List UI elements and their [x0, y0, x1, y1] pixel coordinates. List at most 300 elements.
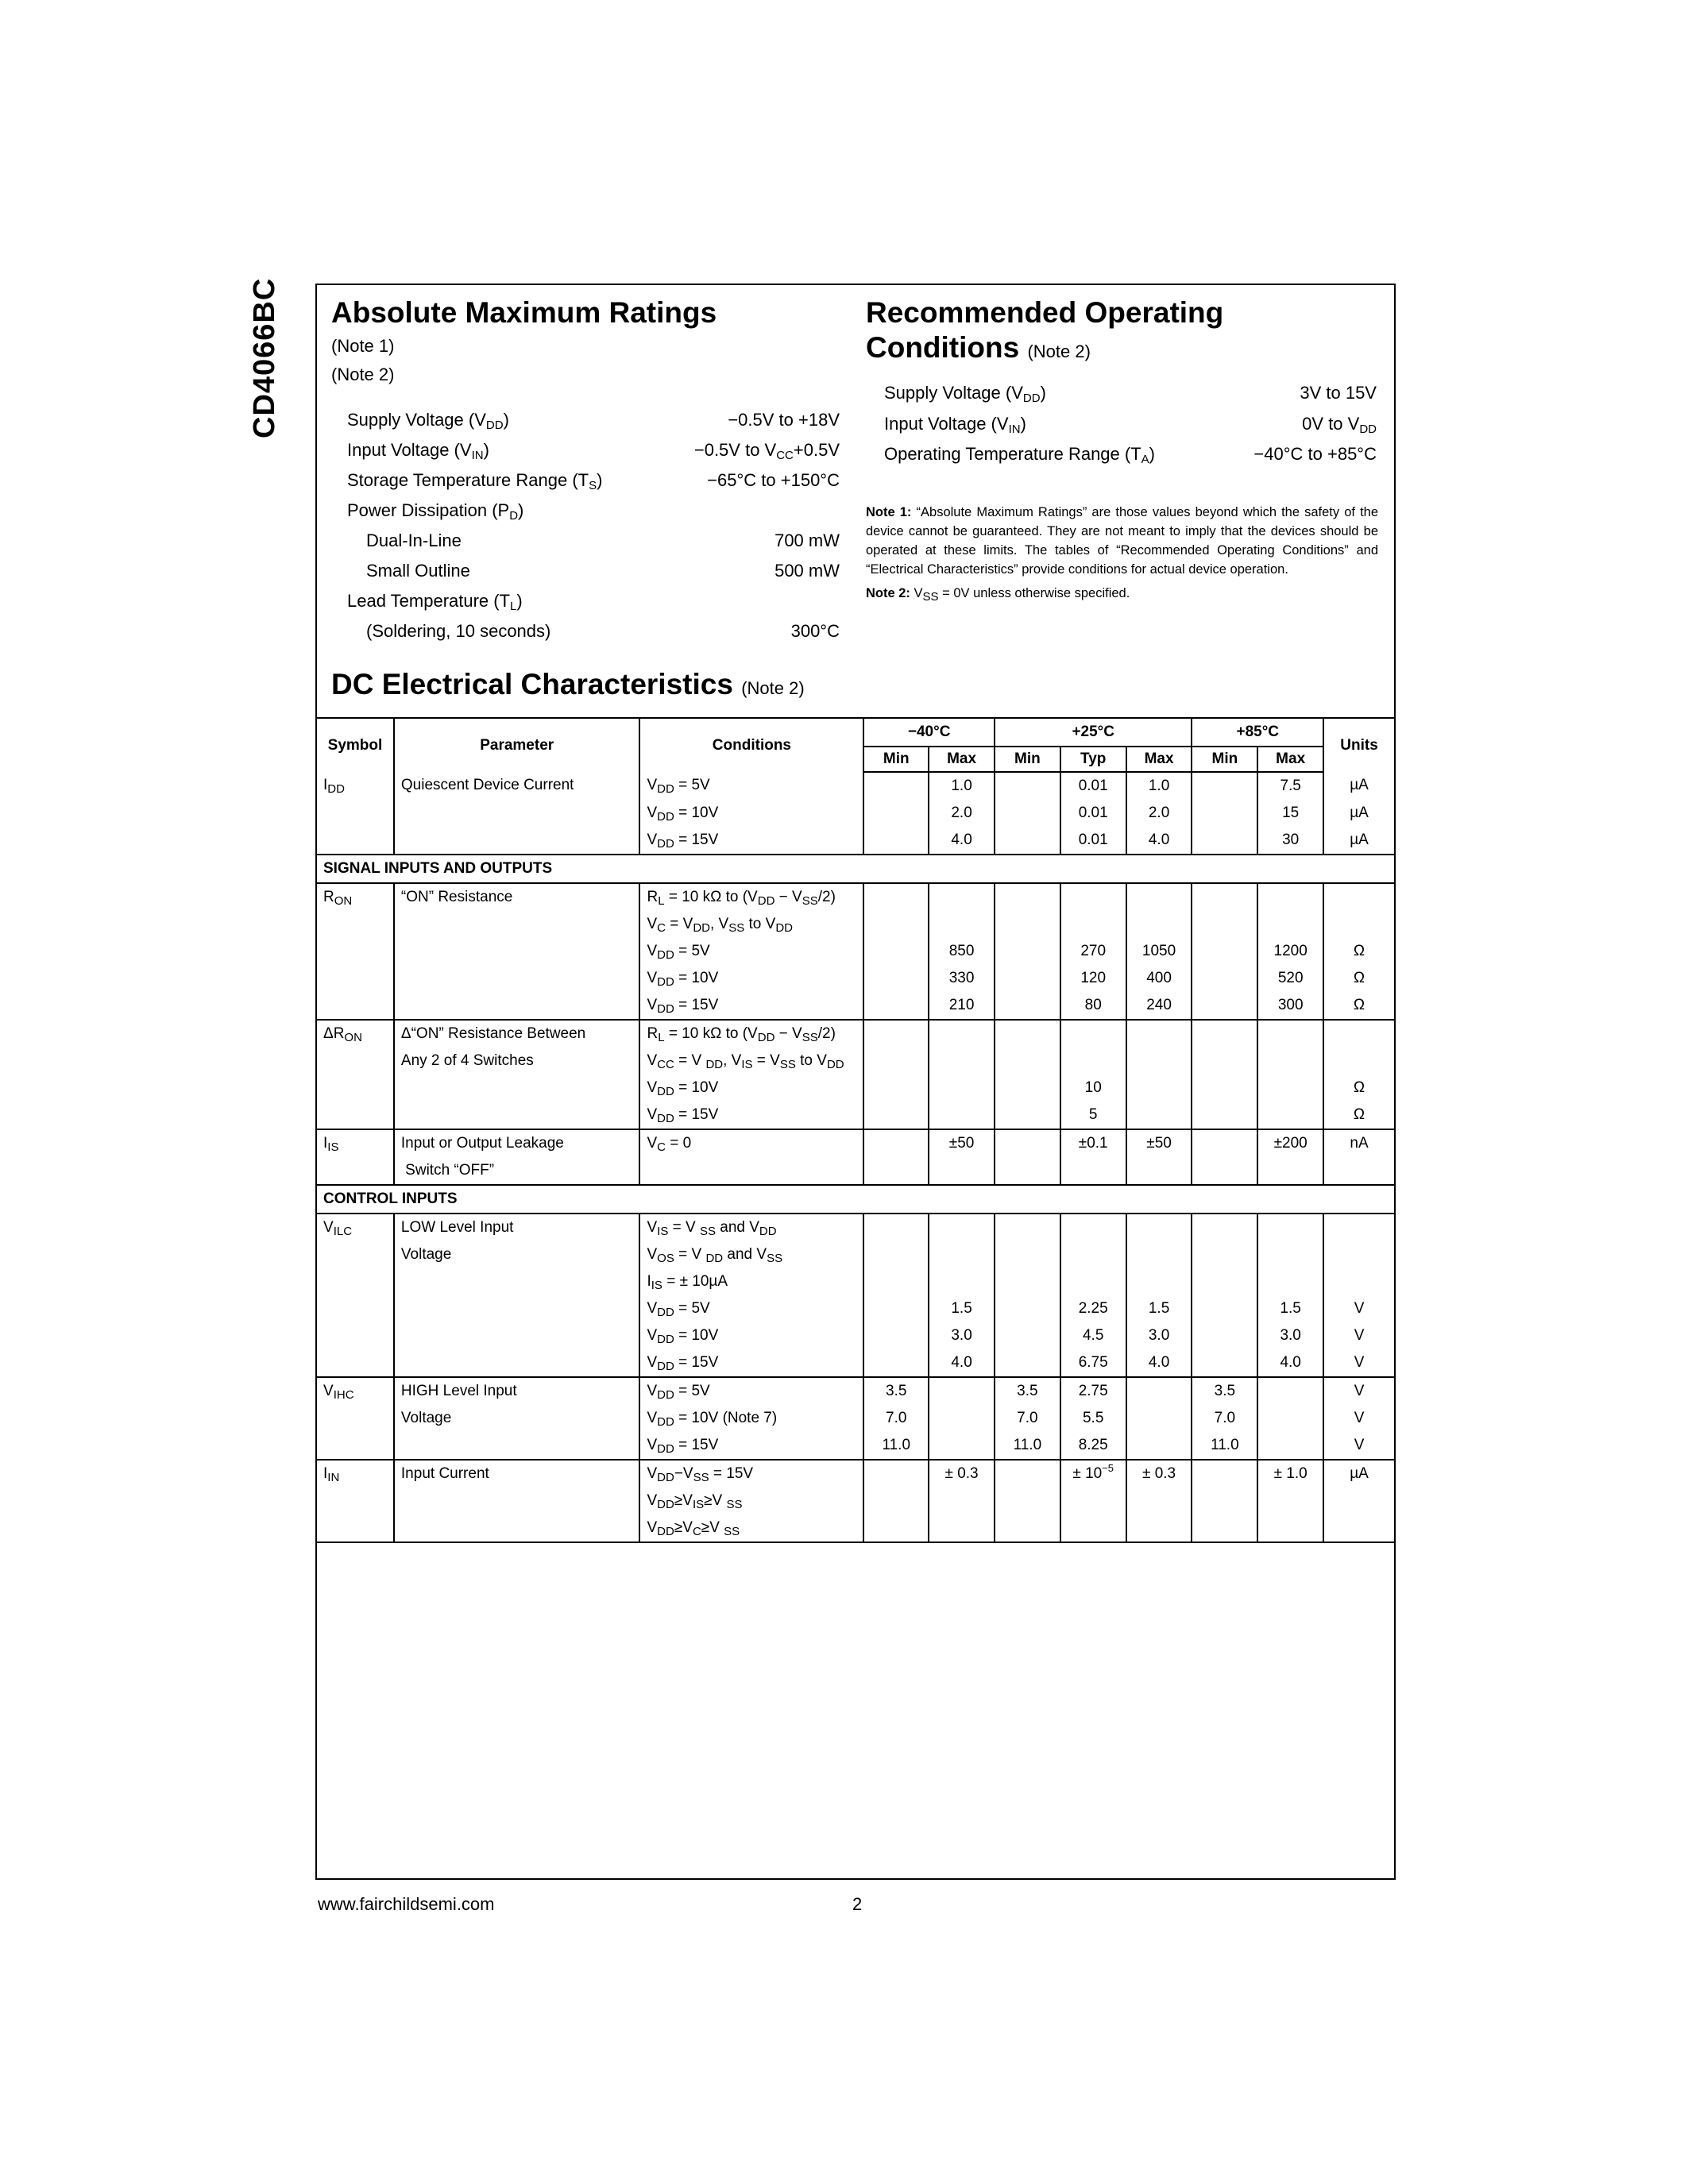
table-cell: 4.0	[1126, 1349, 1192, 1377]
amr-label: Supply Voltage $(V_{DD})$	[347, 410, 509, 432]
header-temp-25: +25°C	[995, 718, 1192, 747]
table-cell	[1060, 1515, 1126, 1542]
dc-note: (Note 2)	[741, 678, 805, 698]
table-cell	[394, 1102, 640, 1129]
table-cell: $R_L = 10$ kΩ to $(V_{DD} - V_{SS}/2)$	[639, 1020, 863, 1048]
table-cell: 11.0	[863, 1432, 929, 1460]
table-cell: $V_{DD} = 15V$	[639, 1349, 863, 1377]
table-row	[316, 1157, 1395, 1185]
table-cell	[316, 911, 394, 938]
table-cell: $V_{DD} = 10V$	[639, 965, 863, 992]
table-cell: 120	[1060, 965, 1126, 992]
table-cell	[316, 1157, 394, 1185]
table-cell	[863, 1460, 929, 1488]
table-cell	[1192, 1157, 1257, 1185]
table-cell	[1192, 772, 1257, 800]
table-cell: ±50	[929, 1129, 995, 1157]
table-cell: $V_{DD} = 15V$	[639, 1102, 863, 1129]
amr-label: Small Outline	[366, 561, 470, 581]
table-cell	[394, 992, 640, 1020]
table-cell: Quiescent Device Current	[394, 772, 640, 800]
table-cell	[394, 1432, 640, 1460]
table-cell: $I_{IS}$ = ± 10µA	[639, 1268, 863, 1295]
table-cell	[929, 1157, 995, 1185]
header-temp-minus40: −40°C	[863, 718, 995, 747]
table-cell: Δ“ON” Resistance Between	[394, 1020, 640, 1048]
table-cell	[1126, 1157, 1192, 1185]
table-cell: $V_{DD} = 5V$	[639, 1295, 863, 1322]
header-symbol: Symbol	[316, 718, 394, 772]
amr-note1: (Note 1)	[331, 336, 395, 356]
table-cell	[929, 1268, 995, 1295]
table-cell	[1126, 1241, 1192, 1268]
table-cell	[863, 911, 929, 938]
table-row	[316, 800, 1395, 827]
table-cell: 8.25	[1060, 1432, 1126, 1460]
table-cell: 240	[1126, 992, 1192, 1020]
table-row	[316, 1214, 1395, 1241]
table-row	[316, 1349, 1395, 1377]
table-cell: 3.5	[863, 1377, 929, 1405]
table-cell	[394, 1075, 640, 1102]
table-cell	[1192, 1020, 1257, 1048]
roc-label: Supply Voltage $(V_{DD})$	[884, 383, 1046, 405]
table-cell: $V_{IHC}$	[316, 1377, 394, 1405]
table-cell: ± 0.3	[1126, 1460, 1192, 1488]
table-cell: Switch “OFF”	[394, 1157, 640, 1185]
table-row	[316, 1129, 1395, 1157]
table-cell	[863, 1268, 929, 1295]
table-cell: 2.25	[1060, 1295, 1126, 1322]
table-cell: $V_{DD} = 5V$	[639, 772, 863, 800]
amr-label: Dual-In-Line	[366, 531, 462, 550]
table-cell: $V_{DD}\ge V_{IS}\ge V$ $_{SS}$	[639, 1488, 863, 1515]
table-cell: Input Current	[394, 1460, 640, 1488]
table-cell	[863, 1214, 929, 1241]
table-cell: $R_L = 10$ kΩ to $(V_{DD} - V_{SS}/2)$	[639, 883, 863, 911]
table-row	[316, 1020, 1395, 1048]
table-cell	[394, 1349, 640, 1377]
table-cell: $V_{CC} = V$ $_{DD}$, $V_{IS} = V_{SS}$ to $V_{DD}$	[639, 1048, 863, 1075]
table-cell	[1060, 883, 1126, 911]
table-cell	[316, 1405, 394, 1432]
table-cell	[394, 1268, 640, 1295]
table-cell	[394, 800, 640, 827]
table-row	[316, 772, 1395, 800]
table-cell	[316, 1349, 394, 1377]
table-cell	[1257, 1377, 1323, 1405]
table-cell: µA	[1323, 800, 1395, 827]
table-cell: 0.01	[1060, 772, 1126, 800]
table-row	[316, 1295, 1395, 1322]
table-cell: $I_{IN}$	[316, 1460, 394, 1488]
table-cell: 300	[1257, 992, 1323, 1020]
table-cell	[1192, 1048, 1257, 1075]
table-cell	[995, 1020, 1060, 1048]
table-cell	[1257, 1020, 1323, 1048]
table-cell: $V_{DD} = 5V$	[639, 938, 863, 965]
table-cell	[1126, 1432, 1192, 1460]
table-cell	[394, 938, 640, 965]
table-cell: 1.5	[1126, 1295, 1192, 1322]
table-cell: HIGH Level Input	[394, 1377, 640, 1405]
table-cell: 330	[929, 965, 995, 992]
header-temp-85: +85°C	[1192, 718, 1323, 747]
table-cell	[929, 1102, 995, 1129]
table-row	[316, 1432, 1395, 1460]
table-cell: 520	[1257, 965, 1323, 992]
roc-value: 0V to $V_{DD}$	[1302, 413, 1377, 436]
table-cell	[863, 883, 929, 911]
table-cell	[995, 1075, 1060, 1102]
table-row	[316, 1102, 1395, 1129]
table-cell	[1323, 1488, 1395, 1515]
table-cell	[1257, 1241, 1323, 1268]
table-cell	[1126, 1102, 1192, 1129]
table-cell	[1323, 1515, 1395, 1542]
table-cell	[1257, 1488, 1323, 1515]
notes-block	[866, 503, 1378, 603]
amr-label: Lead Temperature $(T_L)$	[347, 591, 523, 613]
table-cell	[929, 1432, 995, 1460]
table-cell	[1257, 883, 1323, 911]
table-cell	[1192, 1349, 1257, 1377]
table-cell	[1192, 1515, 1257, 1542]
table-cell	[995, 938, 1060, 965]
table-cell	[316, 938, 394, 965]
table-cell: $V_{DD}\ge V_C\ge V$ $_{SS}$	[639, 1515, 863, 1542]
header-conditions: Conditions	[639, 718, 863, 772]
table-cell: $V_{DD} = 15V$	[639, 1432, 863, 1460]
table-cell: 5.5	[1060, 1405, 1126, 1432]
amr-title: Absolute Maximum Ratings	[331, 296, 717, 329]
table-cell	[1192, 1102, 1257, 1129]
amr-note2: (Note 2)	[331, 365, 395, 384]
table-cell: V	[1323, 1377, 1395, 1405]
table-cell: µA	[1323, 772, 1395, 800]
table-cell	[316, 1102, 394, 1129]
table-cell: Ω	[1323, 992, 1395, 1020]
table-cell	[1257, 1214, 1323, 1241]
table-cell	[316, 1075, 394, 1102]
table-cell	[995, 992, 1060, 1020]
table-cell	[995, 1515, 1060, 1542]
table-cell	[1323, 1048, 1395, 1075]
table-cell: 4.0	[929, 1349, 995, 1377]
table-cell	[929, 1048, 995, 1075]
table-cell	[929, 1515, 995, 1542]
table-cell	[1192, 1268, 1257, 1295]
table-cell	[863, 938, 929, 965]
table-cell	[995, 800, 1060, 827]
table-cell	[995, 911, 1060, 938]
table-cell: 0.01	[1060, 827, 1126, 855]
page-number: 2	[852, 1894, 863, 1914]
table-cell	[394, 1295, 640, 1322]
table-cell	[1060, 1214, 1126, 1241]
table-cell	[394, 911, 640, 938]
table-cell	[1126, 1020, 1192, 1048]
table-cell: $R_{ON}$	[316, 883, 394, 911]
table-cell	[995, 1241, 1060, 1268]
table-cell: 3.0	[1257, 1322, 1323, 1349]
table-cell	[1257, 911, 1323, 938]
table-cell: 3.0	[929, 1322, 995, 1349]
table-cell: 1.0	[929, 772, 995, 800]
table-cell	[1060, 1157, 1126, 1185]
roc-title-line1: Recommended Operating	[866, 296, 1224, 329]
table-cell: $V_{DD} = 10V$	[639, 800, 863, 827]
table-cell: 2.0	[929, 800, 995, 827]
table-cell: V	[1323, 1405, 1395, 1432]
table-row	[316, 1460, 1395, 1488]
footer-url[interactable]: www.fairchildsemi.com	[318, 1894, 495, 1914]
table-cell	[316, 1048, 394, 1075]
table-cell: “ON” Resistance	[394, 883, 640, 911]
table-cell: 4.0	[929, 827, 995, 855]
table-row	[316, 883, 1395, 911]
table-row	[316, 1405, 1395, 1432]
table-cell	[1126, 1048, 1192, 1075]
table-cell: 3.5	[1192, 1377, 1257, 1405]
table-cell	[1060, 1048, 1126, 1075]
table-cell	[1323, 1241, 1395, 1268]
table-row	[316, 1515, 1395, 1542]
table-cell	[1257, 1102, 1323, 1129]
table-cell: 1.0	[1126, 772, 1192, 800]
amr-value: −0.5V to $V_{CC}+0.5V$	[693, 440, 840, 462]
amr-value: 300°C	[790, 621, 840, 641]
table-cell	[995, 1157, 1060, 1185]
roc-value: −40°C to +85°C	[1253, 444, 1377, 464]
table-cell: 1050	[1126, 938, 1192, 965]
table-cell	[863, 827, 929, 855]
table-cell: 850	[929, 938, 995, 965]
table-cell	[863, 1020, 929, 1048]
section-row	[316, 1185, 1395, 1214]
table-row	[316, 1075, 1395, 1102]
table-cell	[1126, 1075, 1192, 1102]
table-cell: V	[1323, 1349, 1395, 1377]
table-cell	[863, 1075, 929, 1102]
table-cell	[995, 883, 1060, 911]
table-cell	[995, 1048, 1060, 1075]
table-cell: 5	[1060, 1102, 1126, 1129]
table-cell: V	[1323, 1322, 1395, 1349]
table-cell: Ω	[1323, 1075, 1395, 1102]
table-cell	[1323, 1214, 1395, 1241]
dc-characteristics-table	[315, 717, 1396, 1543]
table-cell: Input or Output Leakage	[394, 1129, 640, 1157]
table-cell	[929, 1075, 995, 1102]
table-cell	[929, 1214, 995, 1241]
table-cell: ±0.1	[1060, 1129, 1126, 1157]
table-cell: CONTROL INPUTS	[316, 1185, 1395, 1214]
table-cell	[929, 1377, 995, 1405]
table-cell	[863, 1295, 929, 1322]
table-cell: 11.0	[1192, 1432, 1257, 1460]
header-typ: Typ	[1060, 747, 1126, 772]
table-cell: 7.0	[1192, 1405, 1257, 1432]
table-cell	[1323, 911, 1395, 938]
table-row	[316, 938, 1395, 965]
table-cell: ± 0.3	[929, 1460, 995, 1488]
table-cell: $\Delta R_{ON}$	[316, 1020, 394, 1048]
table-cell	[1126, 1515, 1192, 1542]
recommended-operating-conditions	[866, 295, 1382, 369]
table-cell	[1192, 1129, 1257, 1157]
table-cell	[1257, 1268, 1323, 1295]
table-cell: µA	[1323, 1460, 1395, 1488]
table-cell: ±50	[1126, 1129, 1192, 1157]
table-cell	[316, 1295, 394, 1322]
table-cell	[1126, 911, 1192, 938]
table-cell	[394, 1488, 640, 1515]
amr-value: −0.5V to +18V	[728, 410, 840, 430]
table-cell	[1060, 1488, 1126, 1515]
table-cell	[1323, 1157, 1395, 1185]
table-cell	[394, 827, 640, 855]
table-cell	[863, 800, 929, 827]
table-cell	[316, 800, 394, 827]
table-cell	[1257, 1405, 1323, 1432]
table-cell	[929, 883, 995, 911]
table-cell	[863, 772, 929, 800]
table-cell	[316, 992, 394, 1020]
table-cell	[1126, 1488, 1192, 1515]
table-cell: $V_{IS} = V$ $_{SS}$ and $V_{DD}$	[639, 1214, 863, 1241]
table-cell: 2.75	[1060, 1377, 1126, 1405]
amr-label: Power Dissipation $(P_D)$	[347, 500, 524, 523]
table-cell	[394, 965, 640, 992]
roc-note: (Note 2)	[1027, 341, 1091, 361]
table-cell	[995, 965, 1060, 992]
table-cell: 11.0	[995, 1432, 1060, 1460]
table-cell: Ω	[1323, 1102, 1395, 1129]
table-cell: $V_{ILC}$	[316, 1214, 394, 1241]
table-cell: 6.75	[1060, 1349, 1126, 1377]
table-cell	[863, 1048, 929, 1075]
header-min: Min	[1192, 747, 1257, 772]
table-cell	[1192, 883, 1257, 911]
table-cell	[863, 965, 929, 992]
table-cell: Ω	[1323, 965, 1395, 992]
table-cell	[1257, 1048, 1323, 1075]
table-cell: V	[1323, 1432, 1395, 1460]
table-cell: $V_{DD} = 15V$	[639, 827, 863, 855]
table-cell: 4.0	[1126, 827, 1192, 855]
table-cell: nA	[1323, 1129, 1395, 1157]
amr-label: Storage Temperature Range $(T_S)$	[347, 470, 603, 492]
table-cell	[995, 1102, 1060, 1129]
table-cell: $V_{DD} = 10V$	[639, 1322, 863, 1349]
roc-title-line2: Conditions	[866, 331, 1020, 364]
table-cell	[863, 992, 929, 1020]
table-cell	[1192, 1214, 1257, 1241]
table-cell	[1257, 1432, 1323, 1460]
header-min: Min	[995, 747, 1060, 772]
table-cell: $V_{DD} = 10V$ (Note 7)	[639, 1405, 863, 1432]
table-cell: $I_{IS}$	[316, 1129, 394, 1157]
table-cell	[995, 1488, 1060, 1515]
table-cell: 1200	[1257, 938, 1323, 965]
header-units: Units	[1323, 718, 1395, 772]
table-cell	[1192, 965, 1257, 992]
table-cell: 7.0	[995, 1405, 1060, 1432]
table-cell	[1192, 1075, 1257, 1102]
table-cell	[1323, 1020, 1395, 1048]
table-cell: 1.5	[1257, 1295, 1323, 1322]
table-cell	[1257, 1515, 1323, 1542]
header-min: Min	[863, 747, 929, 772]
table-cell	[316, 1322, 394, 1349]
table-cell	[1192, 1295, 1257, 1322]
table-cell	[316, 827, 394, 855]
table-cell	[995, 1129, 1060, 1157]
table-row	[316, 911, 1395, 938]
roc-label: Operating Temperature Range $(T_A)$	[884, 444, 1155, 466]
table-cell	[995, 1214, 1060, 1241]
table-cell	[863, 1322, 929, 1349]
table-cell: 30	[1257, 827, 1323, 855]
table-cell: Any 2 of 4 Switches	[394, 1048, 640, 1075]
table-cell: $V_{DD} = 15V$	[639, 992, 863, 1020]
amr-value: 500 mW	[774, 561, 840, 581]
table-cell: 10	[1060, 1075, 1126, 1102]
table-cell	[1126, 1214, 1192, 1241]
amr-value: 700 mW	[774, 531, 840, 550]
dc-characteristics-heading	[331, 667, 805, 706]
table-cell: ±200	[1257, 1129, 1323, 1157]
table-cell: ± $10^{-5}$	[1060, 1460, 1126, 1488]
table-cell	[1192, 1322, 1257, 1349]
table-cell: ± 1.0	[1257, 1460, 1323, 1488]
table-row	[316, 827, 1395, 855]
table-cell: 210	[929, 992, 995, 1020]
table-cell	[1126, 883, 1192, 911]
table-cell: $V_{OS} = V$ $_{DD}$ and $V_{SS}$	[639, 1241, 863, 1268]
table-cell: 400	[1126, 965, 1192, 992]
table-cell: $V_C = 0$	[639, 1129, 863, 1157]
table-cell	[1060, 1268, 1126, 1295]
table-cell	[929, 1488, 995, 1515]
table-cell	[639, 1157, 863, 1185]
table-cell	[394, 1515, 640, 1542]
table-cell: LOW Level Input	[394, 1214, 640, 1241]
table-cell	[1192, 827, 1257, 855]
table-row	[316, 1322, 1395, 1349]
table-cell	[995, 1349, 1060, 1377]
table-cell	[863, 1488, 929, 1515]
dc-title: DC Electrical Characteristics	[331, 668, 733, 700]
table-cell	[316, 1432, 394, 1460]
header-max: Max	[1126, 747, 1192, 772]
table-cell	[1192, 1460, 1257, 1488]
table-cell: 1.5	[929, 1295, 995, 1322]
table-cell: 7.5	[1257, 772, 1323, 800]
table-row	[316, 1048, 1395, 1075]
table-cell	[316, 965, 394, 992]
table-cell: 4.0	[1257, 1349, 1323, 1377]
table-cell	[995, 1322, 1060, 1349]
table-cell	[995, 1295, 1060, 1322]
table-cell: Ω	[1323, 938, 1395, 965]
amr-label: Input Voltage $(V_{IN})$	[347, 440, 489, 462]
table-row	[316, 1268, 1395, 1295]
table-cell: 2.0	[1126, 800, 1192, 827]
table-cell: 7.0	[863, 1405, 929, 1432]
table-cell	[1060, 911, 1126, 938]
